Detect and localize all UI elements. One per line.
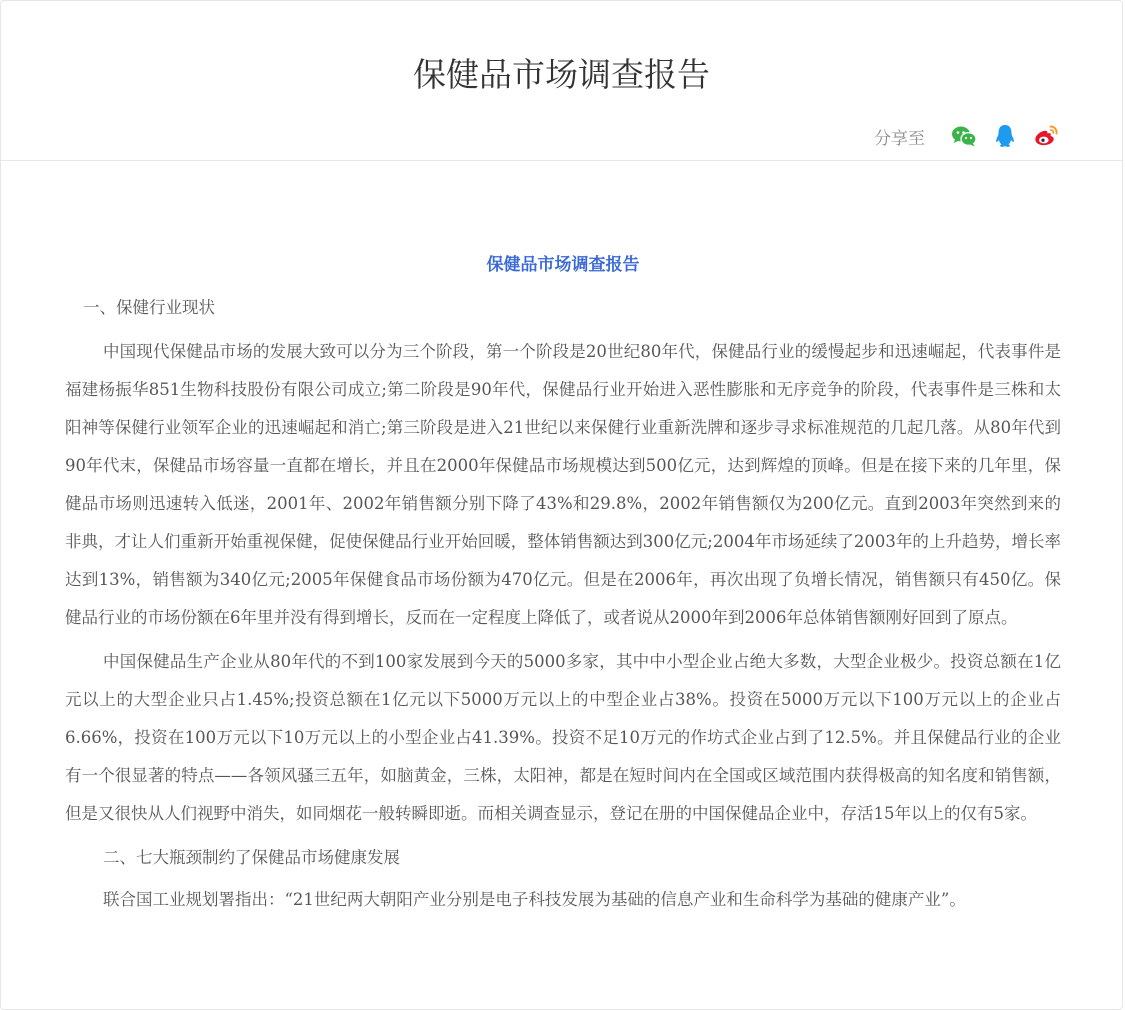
paragraph-3: 联合国工业规划署指出：“21世纪两大朝阳产业分别是电子科技发展为基础的信息产业和生命科学为基础的健康产业”。	[103, 890, 966, 909]
share-label: 分享至	[874, 128, 925, 149]
article-body	[65, 241, 1061, 925]
wechat-icon[interactable]	[950, 122, 978, 150]
qq-icon[interactable]	[991, 122, 1019, 150]
weibo-icon[interactable]	[1032, 122, 1060, 150]
section-heading-1: 一、保健行业现状	[83, 298, 215, 317]
share-bar	[874, 121, 1060, 151]
page-title: 保健品市场调查报告	[413, 55, 710, 94]
section-heading-2: 二、七大瓶颈制约了保健品市场健康发展	[103, 848, 400, 867]
article-header	[1, 1, 1122, 161]
paragraph-2: 中国保健品生产企业从80年代的不到100家发展到今天的5000多家，其中中小型企业占绝大多数，大型企业极少。投资总额在1亿元以上的大型企业只占1.45%;投资总额在1亿元以下5000万元以上的中型企业占38%。投资在5000万元以下100万元以上的企业占6.66%，投资在100万元以下10万元以上的小型企业占41.39%。投资不足10万元的作坊式企业占到了12.5%。并且保健品行业的企业有一个很显著的特点——各领风骚三五年，如脑黄金，三株，太阳神，都是在短时间内在全国或区域范围内获得极高的知名度和销售额，但是又很快从人们视野中消失，如同烟花一般转瞬即逝。而相关调查显示，登记在册的中国保健品企业中，存活15年以上的仅有5家。	[65, 652, 1061, 823]
paragraph-1: 中国现代保健品市场的发展大致可以分为三个阶段，第一个阶段是20世纪80年代，保健品行业的缓慢起步和迅速崛起，代表事件是福建杨振华851生物科技股份有限公司成立;第二阶段是90年代，保健品行业开始进入恶性膨胀和无序竞争的阶段，代表事件是三株和太阳神等保健行业领军企业的迅速崛起和消亡;第三阶段是进入21世纪以来保健行业重新洗牌和逐步寻求标准规范的几起几落。从80年代到90年代末，保健品市场容量一直都在增长，并且在2000年保健品市场规模达到500亿元，达到辉煌的顶峰。但是在接下来的几年里，保健品市场则迅速转入低迷，2001年、2002年销售额分别下降了43%和29.8%，2002年销售额仅为200亿元。直到2003年突然到来的非典，才让人们重新开始重视保健，促使保健品行业开始回暖，整体销售额达到300亿元;2004年市场延续了2003年的上升趋势，增长率达到13%，销售额为340亿元;2005年保健食品市场份额为470亿元。但是在2006年，再次出现了负增长情况，销售额只有450亿。保健品行业的市场份额在6年里并没有得到增长，反而在一定程度上降低了，或者说从2000年到2006年总体销售额刚好回到了原点。	[65, 342, 1061, 627]
article-title: 保健品市场调查报告	[486, 255, 640, 275]
